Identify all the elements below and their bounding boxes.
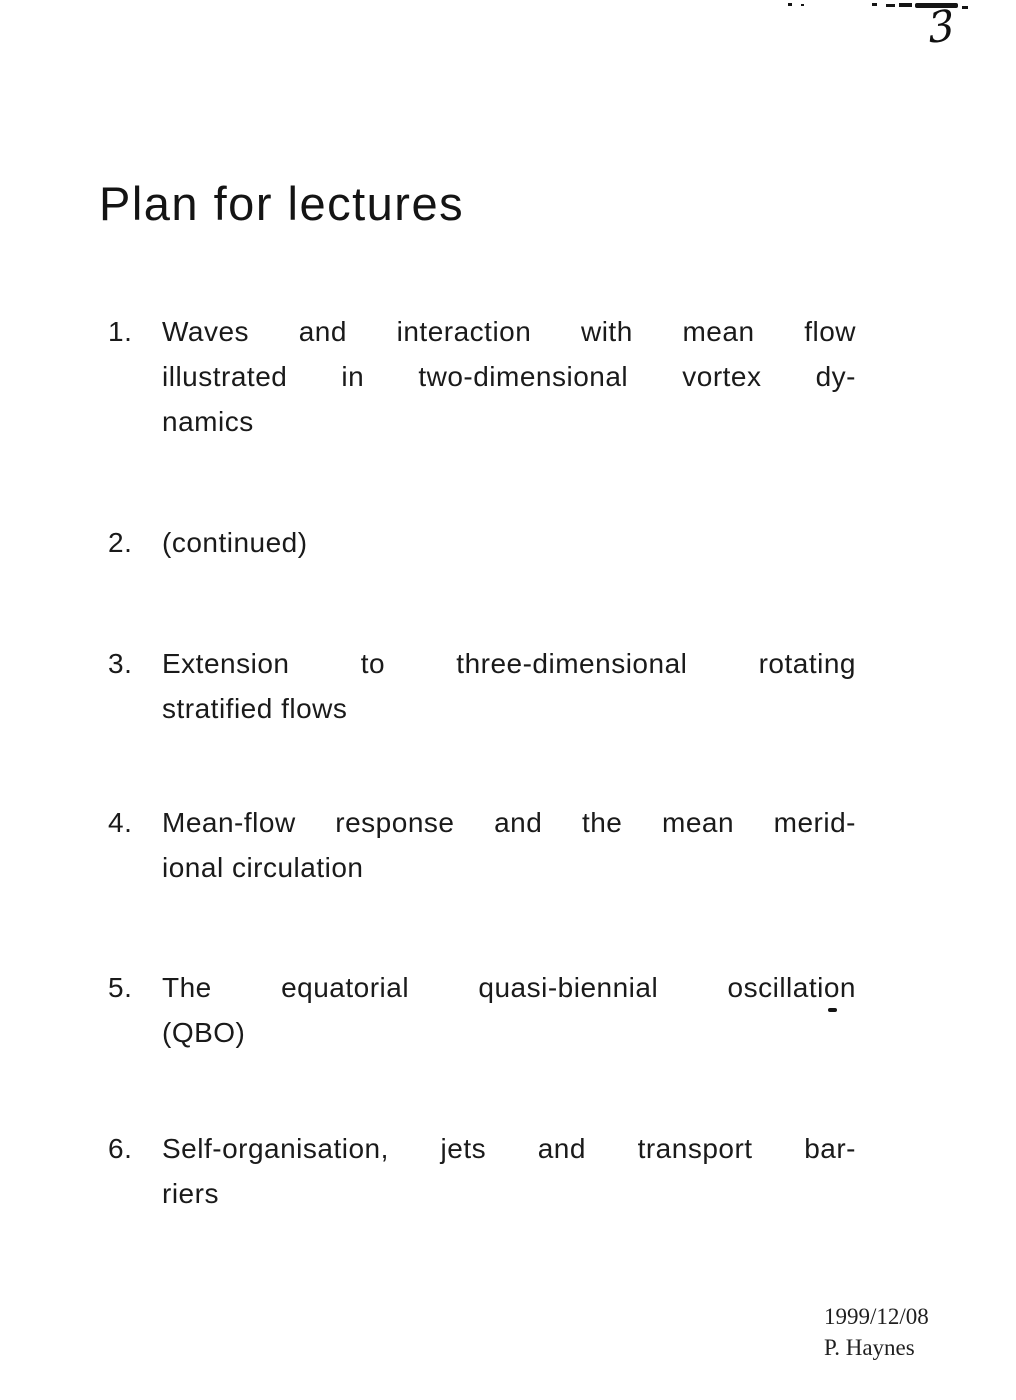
lecture-item-5 <box>108 965 856 1055</box>
lecture-item-4 <box>108 800 856 890</box>
footer-date: 1999/12/08 <box>824 1304 929 1329</box>
item-line: namics <box>162 406 254 437</box>
item-line: (continued) <box>162 527 308 558</box>
scan-artifact-dot <box>788 3 792 6</box>
item-line: riers <box>162 1178 219 1209</box>
item-line: Extension to three-dimensional rotating <box>162 648 856 679</box>
item-number: 5. <box>108 972 133 1003</box>
item-text <box>162 1126 856 1216</box>
footer-author: P. Haynes <box>824 1335 915 1360</box>
item-number: 6. <box>108 1133 133 1164</box>
item-line: Mean-flow response and the mean merid- <box>162 807 856 838</box>
scan-artifact-dot <box>872 3 877 6</box>
item-number: 3. <box>108 648 133 679</box>
scan-artifact-dash <box>899 3 912 7</box>
item-text <box>162 965 856 1055</box>
item-line: The equatorial quasi-biennial oscillation <box>162 972 856 1003</box>
item-text <box>162 520 856 565</box>
footer <box>824 1301 929 1363</box>
item-text <box>162 309 856 444</box>
lecture-item-3 <box>108 641 856 731</box>
item-line: ional circulation <box>162 852 364 883</box>
lecture-item-2 <box>108 520 856 565</box>
item-number: 4. <box>108 807 133 838</box>
item-number: 1. <box>108 316 133 347</box>
lecture-item-1 <box>108 309 856 444</box>
handwritten-page-number: 3 <box>925 0 957 54</box>
item-text <box>162 800 856 890</box>
item-line: stratified flows <box>162 693 348 724</box>
item-line: Waves and interaction with mean flow <box>162 316 856 347</box>
item-number: 2. <box>108 527 133 558</box>
item-line: Self-organisation, jets and transport bar- <box>162 1133 856 1164</box>
scan-artifact-dash <box>886 4 895 7</box>
item-line: (QBO) <box>162 1017 246 1048</box>
item-line: illustrated in two-dimensional vortex dy- <box>162 361 856 392</box>
item-text <box>162 641 856 731</box>
lecture-item-6 <box>108 1126 856 1216</box>
scan-artifact-dot <box>801 4 804 6</box>
page-title: Plan for lectures <box>99 177 465 230</box>
scan-artifact-dot <box>962 6 968 9</box>
